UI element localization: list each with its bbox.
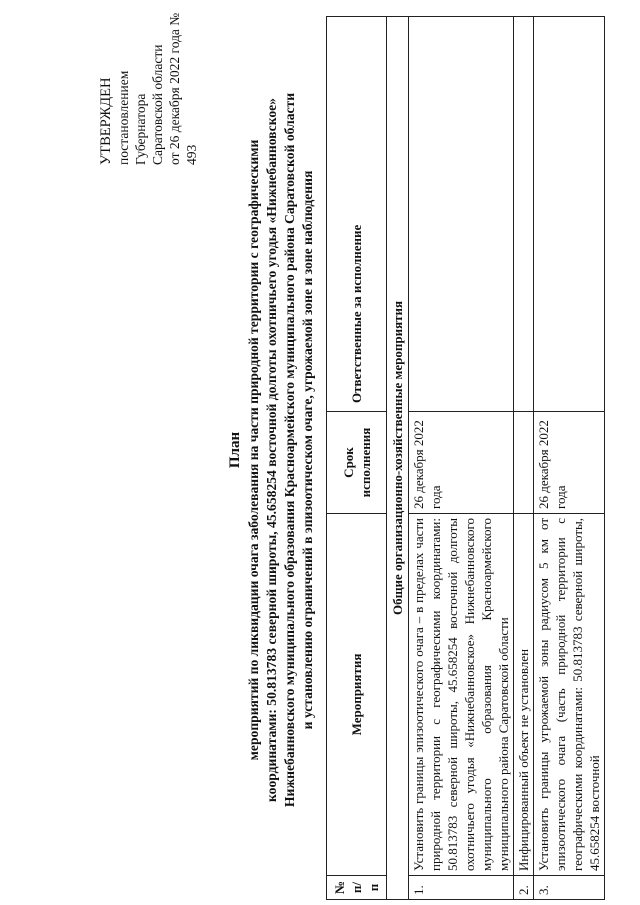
section-title: Общие организационно-хозяйственные мероприятия [387,17,409,900]
title-line-1: мероприятий по ликвидации очага заболевания на части природной территории с географическими [246,139,261,761]
row-deadline: 26 декабря 2022 года [409,412,514,514]
title-heading: План [227,431,243,469]
header-responsible: Ответственные за исполнение [327,17,387,412]
approval-stamp: УТВЕРЖДЕН [98,77,114,165]
row-responsible [534,17,605,412]
title-line-2: координатами: 50.813783 северной широты, 45.658254 восточной долготы охотничьего угодья «Нижнебанновское» [264,98,279,802]
table-header-row [327,17,387,900]
table-row [409,17,514,900]
header-measures: Мероприятия [327,514,387,876]
approval-line-1: постановлением Губернатора [116,70,148,165]
row-num: 1. [409,876,514,900]
table-row [534,17,605,900]
title-line-3: Нижнебанновского муниципального образования Красноармейского муниципального района Саратовской области [282,92,297,808]
row-measure: Инфицированный объект не установлен [514,514,534,876]
approval-block [98,5,200,165]
plan-table [326,16,605,900]
table-row [514,17,534,900]
section-row [387,17,409,900]
row-num: 3. [534,876,605,900]
row-deadline: 26 декабря 2022 года [534,412,605,514]
header-deadline: Срок исполнения [327,412,387,514]
row-measure: Установить границы эпизоотического очага – в пределах части природной территории с географическими координатами: 50.813783 северной широты, 45.658254 восточной долготы охотничьего угодья «Нижнебанновское» Нижнебанновского муниципального образования Красноармейского муниципального района Саратовской области [409,514,514,876]
title-line-4: и установлению ограничений в эпизоотическом очаге, угрожаемой зоне и зоне наблюдения [300,170,315,730]
document-title [226,20,317,880]
approval-line-2: Саратовской области [150,44,165,165]
row-num: 2. [514,876,534,900]
row-responsible [409,17,514,412]
approval-line-3: от 26 декабря 2022 года № 493 [167,12,199,165]
row-deadline [514,412,534,514]
row-responsible [514,17,534,412]
header-num: № п/п [327,876,387,900]
row-measure: Установить границы угрожаемой зоны радиусом 5 км от эпизоотического очага (часть природной территории с географическими координатами: 50.813783 северной широты, 45.658254 восточной [534,514,605,876]
